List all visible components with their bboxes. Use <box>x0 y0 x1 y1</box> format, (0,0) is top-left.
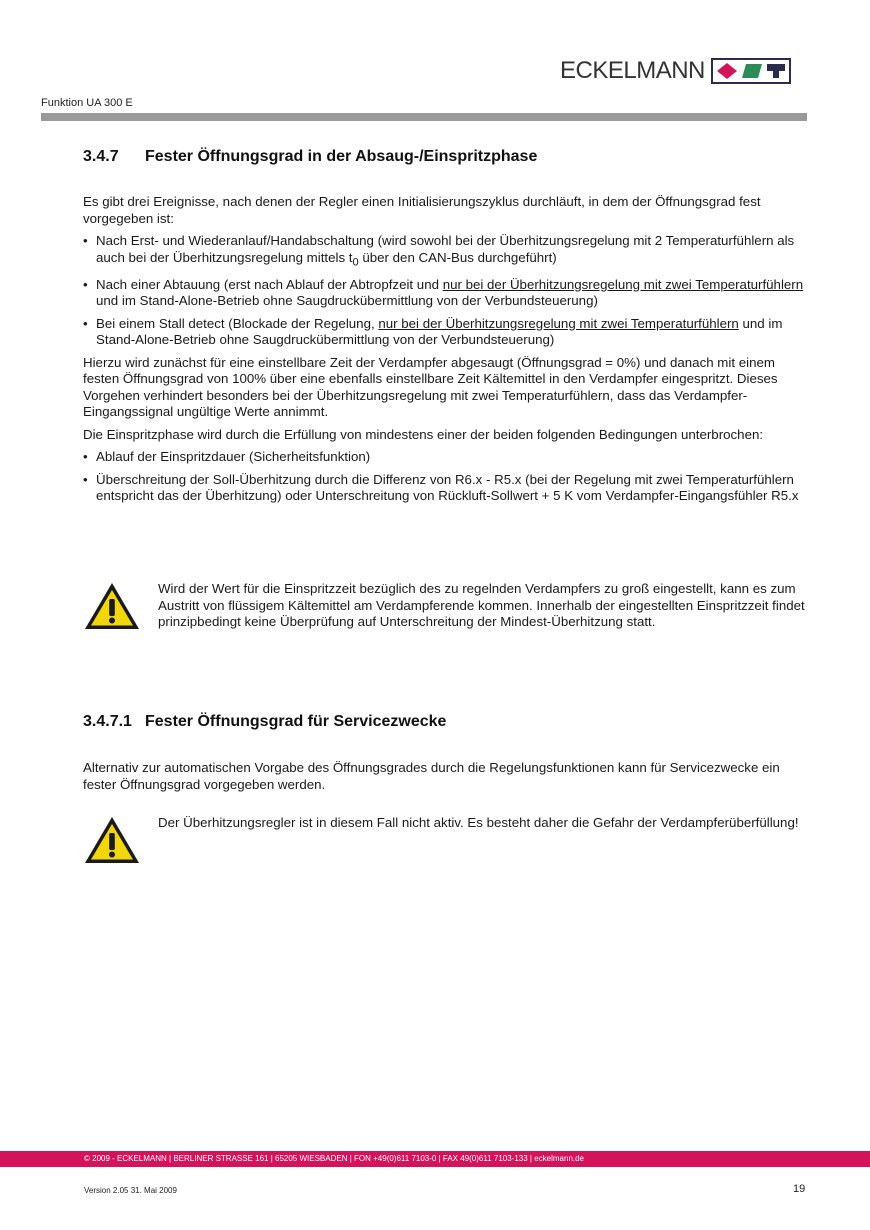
logo-text: ECKELMANN <box>560 57 705 84</box>
list-item <box>83 277 809 310</box>
section-body-3-4-7-1 <box>83 760 809 799</box>
warning-triangle-icon <box>83 815 141 870</box>
section-number: 3.4.7.1 <box>83 713 132 730</box>
footer-bar <box>0 1151 870 1167</box>
list-item-text: und im Stand-Alone-Betrieb ohne Saugdruckübermittlung von der Verbundsteuerung) <box>96 293 598 309</box>
warning-box <box>83 815 813 870</box>
warning-text: Wird der Wert für die Einspritzzeit bezüglich des zu regelnden Verdampfers zu groß eingestellt, kann es zum Austritt von flüssigem Kältemittel am Verdampferende kommen. Innerhalb der eingestellten Einspritzzeit findet prinzipbedingt keine Überprüfung auf Unterschreitung der Mindest-Überhitzung statt. <box>158 581 805 629</box>
body-paragraph: Hierzu wird zunächst für eine einstellbare Zeit der Verdampfer abgesaugt (Öffnungsgrad = 0%) und danach mit einem festen Öffnungsgrad von 100% über eine ebenfalls einstellbare Zeit Kältemittel in den Verdampfer eingespritzt. Dieses Vorgehen verhindert besonders bei der Überhitzungsregelung mit zwei Temperaturfühlern, dass das Verdampfer-Eingangssignal ungültige Werte annimmt. <box>83 354 778 420</box>
event-list <box>83 233 809 349</box>
intro-paragraph: Es gibt drei Ereignisse, nach denen der Regler einen Initialisierungszyklus durchläuft, in dem der Öffnungsgrad fest vorgegeben ist: <box>83 194 761 226</box>
condition-list <box>83 449 809 505</box>
logo-mark-icon <box>711 58 791 84</box>
list-item-text: Bei einem Stall detect (Blockade der Regelung, <box>96 315 379 331</box>
subscript: 0 <box>352 256 359 269</box>
warning-box <box>83 581 813 636</box>
section-title: Fester Öffnungsgrad für Servicezwecke <box>145 713 447 730</box>
footer-contact-text: © 2009 - ECKELMANN | BERLINER STRASSE 161 | 65205 WIESBADEN | FON +49(0)611 7103-0 | FAX 49(0)611 7103-133 | eckelmann.de <box>84 1154 585 1163</box>
body-paragraph: Alternativ zur automatischen Vorgabe des Öffnungsgrades durch die Regelungsfunktionen kann für Servicezwecke ein fester Öffnungsgrad vorgegeben werden. <box>83 760 780 792</box>
underlined-text: nur bei der Überhitzungsregelung mit zwei Temperaturfühlern <box>378 315 739 331</box>
list-item: • Ablauf der Einspritzdauer (Sicherheitsfunktion) <box>83 449 809 466</box>
warning-text: Der Überhitzungsregler ist in diesem Fall nicht aktiv. Es besteht daher die Gefahr der Verdampferüberfüllung! <box>158 815 799 830</box>
section-number: 3.4.7 <box>83 148 119 165</box>
section-body-3-4-7 <box>83 194 809 511</box>
list-item <box>83 233 809 271</box>
underlined-text: nur bei der Überhitzungsregelung mit zwei Temperaturfühlern <box>442 276 804 292</box>
version-info: Version 2.05 31. Mai 2009 <box>84 1186 177 1195</box>
section-title: Fester Öffnungsgrad in der Absaug-/Einspritzphase <box>145 148 538 165</box>
warning-triangle-icon <box>83 581 141 636</box>
company-logo <box>560 57 791 85</box>
header-divider <box>41 113 807 121</box>
section-heading-3-4-7-1 <box>83 713 809 731</box>
list-item-text: und im Stand-Alone-Betrieb ohne Saugdruckübermittlung von der Verbundsteuerung) <box>96 315 783 348</box>
list-item <box>83 316 809 349</box>
document-title: Funktion UA 300 E <box>41 97 133 109</box>
section-heading-3-4-7 <box>83 148 809 166</box>
list-item-text: Nach Erst- und Wiederanlauf/Handabschaltung (wird sowohl bei der Überhitzungsregelung mit 2 Temperaturfühlern als auch bei der Überhitzungsregelung mittels t <box>96 233 795 265</box>
list-item: • Überschreitung der Soll-Überhitzung durch die Differenz von R6.x - R5.x (bei der Regelung mit zwei Temperaturfühlern entspricht das der Überhitzung) oder Unterschreitung von Rückluft-Sollwert + 5 K vom Verdampfer-Eingangsfühler R5.x <box>83 472 809 505</box>
body-paragraph: Die Einspritzphase wird durch die Erfüllung von mindestens einer der beiden folgenden Bedingungen unterbrochen: <box>83 426 764 442</box>
list-item-text: Nach einer Abtauung (erst nach Ablauf der Abtropfzeit und <box>96 276 443 292</box>
list-item-text: über den CAN-Bus durchgeführt) <box>358 249 557 265</box>
page-number: 19 <box>793 1183 806 1195</box>
